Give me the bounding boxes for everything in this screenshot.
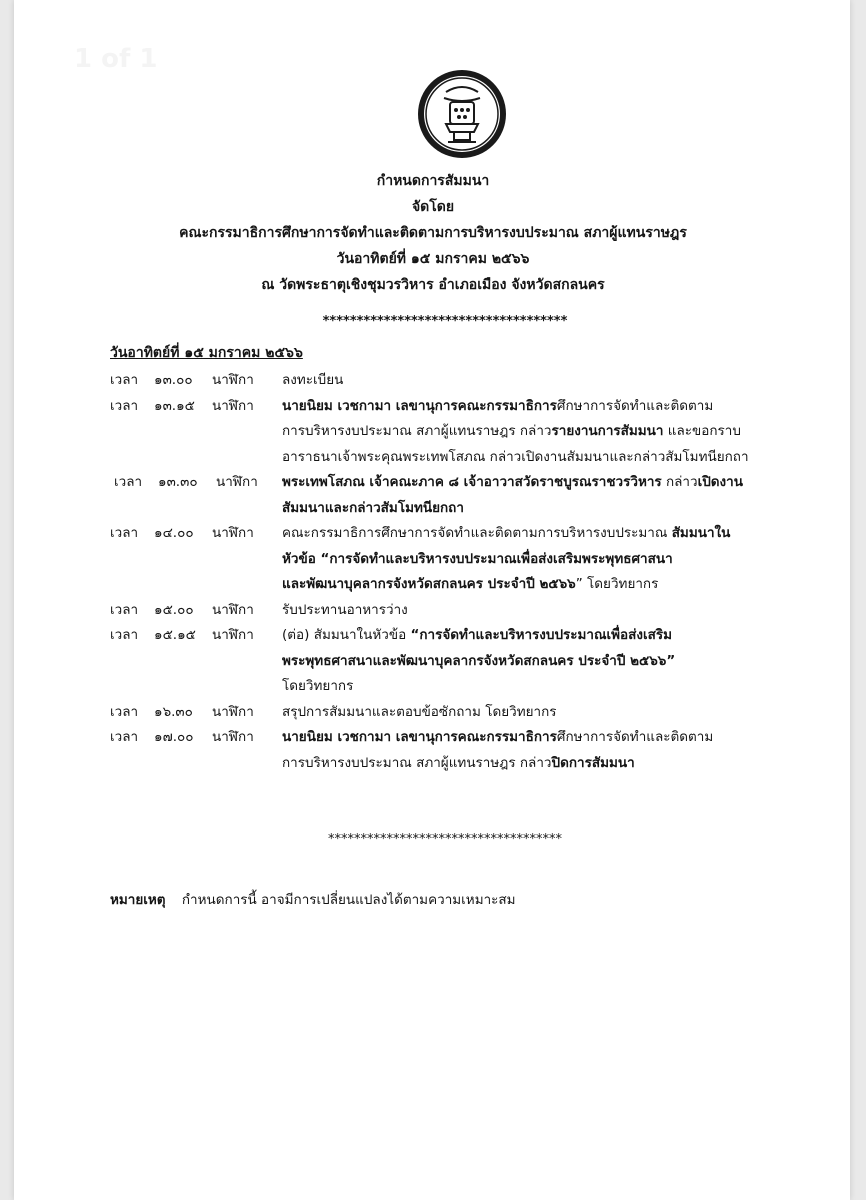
schedule-description <box>282 470 790 521</box>
time-unit: นาฬิกา <box>212 729 254 745</box>
time-unit: นาฬิกา <box>212 372 254 388</box>
organized-by: จัดโดย <box>411 199 455 215</box>
time-word: เวลา <box>110 729 139 745</box>
note <box>110 888 516 910</box>
description-segment: พระพุทธศาสนาและพัฒนาบุคลากรจังหวัดสกลนคร ประจำปี ๒๕๖๖” <box>282 652 676 669</box>
time-word: เวลา <box>114 474 143 490</box>
description-line <box>282 394 790 420</box>
schedule-row <box>110 470 790 521</box>
description-segment: หัวข้อ “การจัดทำและบริหารงบประมาณเพื่อส่งเสริมพระพุทธศาสนา <box>282 550 673 567</box>
note-label: หมายเหตุ <box>110 892 166 908</box>
time-value: ๑๖.๓๐ <box>154 703 193 720</box>
description-segment: สัมมนาใน <box>671 525 731 541</box>
time-value: ๑๓.๑๕ <box>154 397 195 414</box>
time-unit: นาฬิกา <box>216 474 258 490</box>
description-segment: ปิดการสัมมนา <box>551 754 635 771</box>
description-segment: การบริหารงบประมาณ สภาผู้แทนราษฎร กล่าว <box>282 423 552 439</box>
schedule-row <box>110 725 790 776</box>
time-unit: นาฬิกา <box>212 525 254 541</box>
schedule-row <box>110 700 790 726</box>
time-value: ๑๗.๐๐ <box>154 729 194 745</box>
description-segment: เปิดงาน <box>697 474 743 490</box>
description-segment: และพัฒนาบุคลากรจังหวัดสกลนคร ประจำปี ๒๕๖๖ <box>282 576 576 592</box>
description-line <box>282 649 790 675</box>
time-word: เวลา <box>110 397 139 414</box>
time-word: เวลา <box>110 601 139 618</box>
description-segment: ลงทะเบียน <box>282 372 344 388</box>
description-segment: และขอกราบ <box>663 423 741 439</box>
description-segment: ศึกษาการจัดทำและติดตาม <box>556 729 714 745</box>
description-segment: อาราธนาเจ้าพระคุณพระเทพโสภณ กล่าวเปิดงานสัมมนาและกล่าวสัมโมทนียกถา <box>282 448 749 465</box>
schedule-time <box>110 598 282 624</box>
time-value: ๑๔.๐๐ <box>154 525 194 541</box>
description-line <box>282 572 790 598</box>
schedule-row <box>110 623 790 700</box>
description-segment: สัมมนาและกล่าวสัมโมทนียกถา <box>282 499 464 516</box>
description-line <box>282 368 790 394</box>
schedule-time <box>110 521 282 598</box>
time-value: ๑๓.๐๐ <box>154 372 193 388</box>
description-line <box>282 674 790 700</box>
description-line <box>282 521 790 547</box>
schedule-time <box>110 725 282 776</box>
schedule-row <box>110 368 790 394</box>
description-segment: โดยวิทยากร <box>282 678 354 694</box>
time-value: ๑๕.๐๐ <box>154 601 194 618</box>
schedule-row <box>110 598 790 624</box>
time-word: เวลา <box>110 525 139 541</box>
description-line <box>282 700 790 726</box>
time-word: เวลา <box>110 703 139 720</box>
time-word: เวลา <box>110 627 139 643</box>
day-title: วันอาทิตย์ที่ ๑๕ มกราคม ๒๕๖๖ <box>110 345 303 361</box>
time-unit: นาฬิกา <box>212 703 254 720</box>
description-segment: ” โดยวิทยากร <box>575 576 659 592</box>
description-segment: ศึกษาการจัดทำและติดตาม <box>556 397 714 414</box>
document-title: กำหนดการสัมมนา <box>376 173 490 189</box>
schedule-row <box>110 394 790 471</box>
description-line <box>282 496 790 522</box>
time-unit: นาฬิกา <box>212 601 254 618</box>
schedule-description <box>282 700 790 726</box>
time-word: เวลา <box>110 372 139 388</box>
description-segment: (ต่อ) สัมมนาในหัวข้อ <box>282 627 411 643</box>
description-segment: การบริหารงบประมาณ สภาผู้แทนราษฎร กล่าว <box>282 754 552 771</box>
schedule-description <box>282 623 790 700</box>
description-line <box>282 598 790 624</box>
schedule-description <box>282 598 790 624</box>
document-header <box>0 168 866 298</box>
description-segment: พระเทพโสภณ เจ้าคณะภาค ๘ เจ้าอาวาสวัดราชบูรณราชวรวิหาร <box>282 474 662 490</box>
description-segment: รายงานการสัมมนา <box>551 423 664 439</box>
description-segment: รับประทานอาหารว่าง <box>282 601 408 618</box>
schedule-row <box>110 521 790 598</box>
schedule-time <box>110 700 282 726</box>
time-value: ๑๓.๓๐ <box>158 474 198 490</box>
separator-top: ************************************ <box>322 314 568 329</box>
parliament-seal-icon <box>416 68 508 160</box>
description-line <box>282 751 790 777</box>
description-segment: นายนิยม เวชกามา เลขานุการคณะกรรมาธิการ <box>282 397 557 414</box>
schedule-description <box>282 725 790 776</box>
description-segment: สรุปการสัมมนาและตอบข้อซักถาม โดยวิทยากร <box>282 703 557 720</box>
page-indicator: 1 of 1 <box>74 44 158 74</box>
schedule-time <box>110 394 282 471</box>
description-segment: “การจัดทำและบริหารงบประมาณเพื่อส่งเสริม <box>410 627 672 643</box>
schedule-description <box>282 368 790 394</box>
schedule-description <box>282 394 790 471</box>
description-line <box>282 470 790 496</box>
event-date: วันอาทิตย์ที่ ๑๕ มกราคม ๒๕๖๖ <box>336 251 530 267</box>
description-segment: คณะกรรมาธิการศึกษาการจัดทำและติดตามการบริหารงบประมาณ <box>282 525 672 541</box>
separator-bottom: ************************************ <box>328 832 562 847</box>
description-line <box>282 419 790 445</box>
time-value: ๑๕.๑๕ <box>154 627 196 643</box>
schedule-time <box>110 470 282 521</box>
schedule-time <box>110 368 282 394</box>
schedule-description <box>282 521 790 598</box>
committee-name: คณะกรรมาธิการศึกษาการจัดทำและติดตามการบริหารงบประมาณ สภาผู้แทนราษฎร <box>179 225 687 241</box>
schedule-list <box>110 368 790 776</box>
description-segment: กล่าว <box>661 474 698 490</box>
schedule-time <box>110 623 282 700</box>
time-unit: นาฬิกา <box>212 627 254 643</box>
description-line <box>282 445 790 471</box>
description-line <box>282 725 790 751</box>
event-venue: ณ วัดพระธาตุเชิงชุมวรวิหาร อำเภอเมือง จังหวัดสกลนคร <box>261 277 605 293</box>
description-segment: นายนิยม เวชกามา เลขานุการคณะกรรมาธิการ <box>282 729 557 745</box>
description-line <box>282 623 790 649</box>
note-text: กำหนดการนี้ อาจมีการเปลี่ยนแปลงได้ตามความเหมาะสม <box>181 892 516 908</box>
time-unit: นาฬิกา <box>212 397 254 414</box>
description-line <box>282 547 790 573</box>
